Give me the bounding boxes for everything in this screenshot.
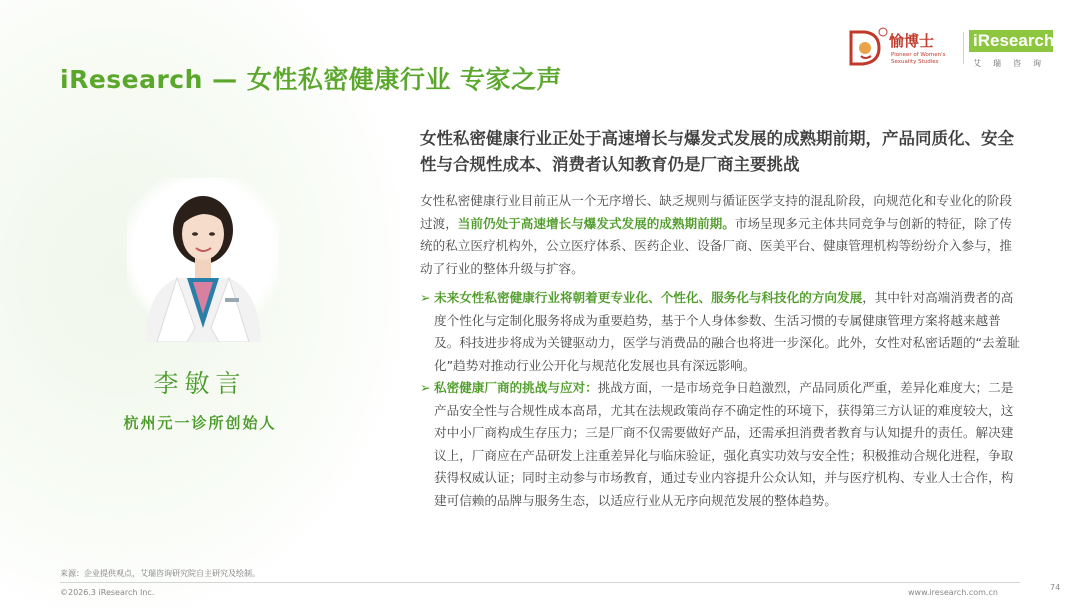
section-headline: 女性私密健康行业正处于高速增长与爆发式发展的成熟期前期，产品同质化、安全性与合规性成本、消费者认知教育仍是厂商主要挑战 bbox=[420, 129, 1014, 174]
logo-area bbox=[845, 24, 1060, 74]
expert-title: 杭州元一诊所创始人 bbox=[123, 414, 277, 432]
intro-text-b: 市场呈现多元主体共同竞争与创新的特征，除了传统的私立医疗机构外，公立医疗体系、医药企业、设备厂商、医美平台、健康管理机构等纷纷介入参与，推动了行业的整体升级与扩容。 bbox=[420, 215, 1012, 276]
source-note: 来源：企业提供观点，艾瑞咨询研究院自主研究及绘制。 bbox=[60, 569, 260, 578]
body-content bbox=[420, 190, 1020, 512]
yuboshi-logo-mark bbox=[845, 26, 889, 68]
logo-divider bbox=[963, 32, 964, 64]
bullet-2-highlight: 私密健康厂商的挑战与应对： bbox=[434, 380, 598, 395]
expert-photo-illustration bbox=[127, 178, 279, 342]
bullet-arrow-icon: ➢ bbox=[420, 380, 431, 395]
page-number: 74 bbox=[1050, 583, 1061, 592]
website-link[interactable]: www.iresearch.com.cn bbox=[908, 588, 998, 597]
partner-tagline-line-2: Sexuality Studies bbox=[891, 59, 939, 65]
partner-logo-tagline bbox=[891, 52, 946, 66]
iresearch-logo: iResearch bbox=[969, 30, 1053, 52]
bullet-1-highlight: 未来女性私密健康行业将朝着更专业化、个性化、服务化与科技化的方向发展 bbox=[434, 290, 863, 305]
bullet-item-trends bbox=[420, 287, 1020, 377]
page-title: iResearch — 女性私密健康行业 专家之声 bbox=[60, 65, 563, 94]
bullet-2-text: 挑战方面，一是市场竞争日趋激烈，产品同质化严重，差异化难度大；二是产品安全性与合规性成本高昂，尤其在法规政策尚存不确定性的环境下，获得第三方认证的难度较大，这对中小厂商构成生存压力；三是厂商不仅需要做好产品，还需承担消费者教育与认知提升的责任。解决建议上，厂商应在产品研发上注重差异化与临床验证，强化真实功效与安全性；积极推动合规化进程，争取获得权威认证；同时主动参与市场教育，通过专业内容提升公众认知，并与医疗机构、专业人士合作，构建可信赖的品牌与服务生态，以适应行业从无序向规范发展的整体趋势。 bbox=[434, 380, 1014, 508]
copyright-text: ©2026.3 iResearch Inc. bbox=[60, 588, 155, 597]
intro-highlight: 当前仍处于高速增长与爆发式发展的成熟期前期。 bbox=[457, 215, 735, 231]
intro-text-a: 女性私密健康行业目前正从一个无序增长、缺乏规则与循证医学支持的混乱阶段，向规范化和专业化的阶段过渡， bbox=[420, 193, 1012, 231]
bullet-item-challenges bbox=[420, 377, 1020, 512]
footer-divider bbox=[60, 582, 1020, 583]
iresearch-logo-chinese: 艾瑞咨询 bbox=[973, 59, 1053, 68]
bullet-arrow-icon: ➢ bbox=[420, 290, 431, 305]
bullet-1-text: ，其中针对高端消费者的高度个性化与定制化服务将成为重要趋势，基于个人身体参数、生活习惯的专属健康管理方案将越来越普及。科技进步将成为关键驱动力，医学与消费品的融合也将进一步深化。此外，女性对私密话题的“去羞耻化”趋势对推动行业公开化与规范化发展也具有深远影响。 bbox=[434, 290, 1020, 373]
intro-paragraph bbox=[420, 190, 1020, 280]
partner-tagline-line-1: Pioneer of Women's bbox=[891, 52, 946, 58]
partner-logo-name: 愉博士 bbox=[889, 32, 935, 50]
expert-portrait bbox=[127, 178, 279, 342]
expert-name: 李敏言 bbox=[153, 369, 247, 398]
